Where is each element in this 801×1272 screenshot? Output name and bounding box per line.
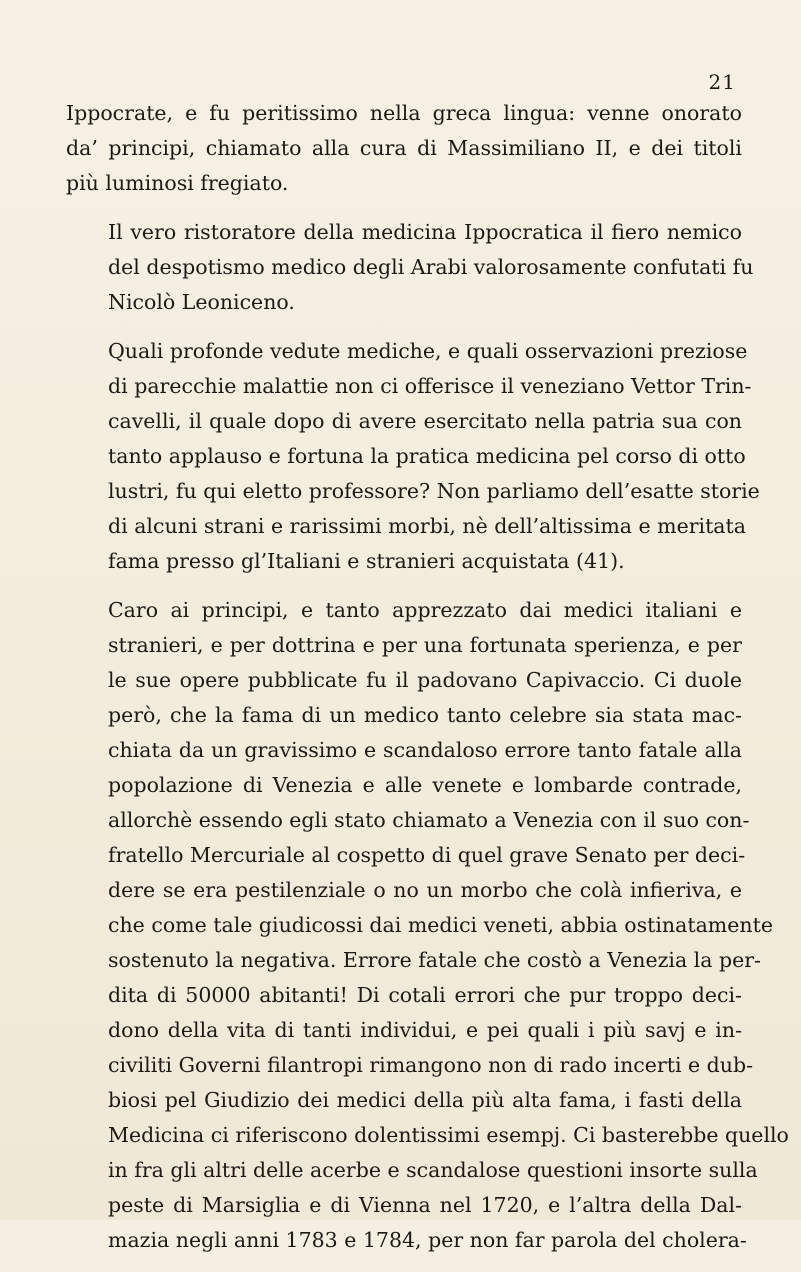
text-line: Il vero ristoratore della medicina Ippocratica il fiero nemico: [108, 220, 742, 244]
text-line: fama presso gl’Italiani e stranieri acquistata (41).: [108, 549, 625, 573]
text-line: dere se era pestilenziale o no un morbo che colà infieriva, e: [108, 878, 742, 902]
text-line: stranieri, e per dottrina e per una fortunata sperienza, e per: [108, 633, 742, 657]
text-line: di alcuni strani e rarissimi morbi, nè dell’altissima e meritata: [108, 514, 746, 538]
text-line: fratello Mercuriale al cospetto di quel grave Senato per deci-: [108, 843, 746, 867]
text-line: cavelli, il quale dopo di avere esercitato nella patria sua con: [108, 409, 742, 433]
text-line: Medicina ci riferiscono dolentissimi esempj. Ci basterebbe quello: [108, 1123, 789, 1147]
text-line: che come tale giudicossi dai medici veneti, abbia ostinatamente: [108, 913, 773, 937]
text-line: Nicolò Leoniceno.: [108, 290, 295, 314]
text-line: allorchè essendo egli stato chiamato a Venezia con il suo con-: [108, 808, 750, 832]
paragraph-2: [66, 215, 754, 320]
text-line: popolazione di Venezia e alle venete e lombarde contrade,: [108, 773, 742, 797]
paragraph-1: [66, 96, 742, 201]
text-line: peste di Marsiglia e di Vienna nel 1720, e l’altra della Dal-: [108, 1193, 742, 1217]
text-line: Caro ai principi, e tanto apprezzato dai medici italiani e: [108, 598, 742, 622]
text-line: di parecchie malattie non ci offerisce il veneziano Vettor Trin-: [108, 374, 752, 398]
paragraph-4: [66, 593, 789, 1258]
text-line: del despotismo medico degli Arabi valorosamente confutati fu: [108, 255, 754, 279]
text-line: civiliti Governi filantropi rimangono non di rado incerti e dub-: [108, 1053, 754, 1077]
text-line: sostenuto la negativa. Errore fatale che costò a Venezia la per-: [108, 948, 761, 972]
text-line: dita di 50000 abitanti! Di cotali errori che pur troppo deci-: [108, 983, 742, 1007]
text-line: biosi pel Giudizio dei medici della più alta fama, i fasti della: [108, 1088, 742, 1112]
text-line: Quali profonde vedute mediche, e quali osservazioni preziose: [108, 339, 748, 363]
page-text: [66, 96, 789, 1272]
text-line: Ippocrate, e fu peritissimo nella greca lingua: venne onorato: [66, 101, 742, 125]
paragraph-3: [66, 334, 760, 579]
text-line: le sue opere pubblicate fu il padovano Capivaccio. Ci duole: [108, 668, 742, 692]
text-line: lustri, fu qui eletto professore? Non parliamo dell’esatte storie: [108, 479, 760, 503]
text-line: mazia negli anni 1783 e 1784, per non far parola del cholera-: [108, 1228, 747, 1252]
page-number: 21: [708, 70, 736, 94]
text-line: tanto applauso e fortuna la pratica medicina pel corso di otto: [108, 444, 746, 468]
text-line: da’ principi, chiamato alla cura di Massimiliano II, e dei titoli: [66, 136, 742, 160]
text-line: più luminosi fregiato.: [66, 171, 289, 195]
text-line: in fra gli altri delle acerbe e scandalose questioni insorte sulla: [108, 1158, 758, 1182]
text-line: chiata da un gravissimo e scandaloso errore tanto fatale alla: [108, 738, 742, 762]
text-line: dono della vita di tanti individui, e pei quali i più savj e in-: [108, 1018, 742, 1042]
text-line: però, che la fama di un medico tanto celebre sia stata mac-: [108, 703, 742, 727]
